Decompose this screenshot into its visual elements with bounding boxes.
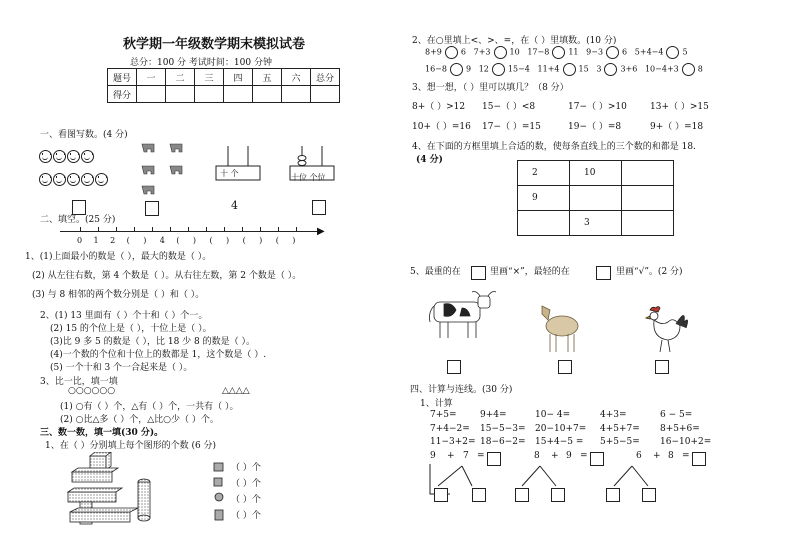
question-1-1: 1、(1)上面最小的数是（ ），最大的数是（ ）。 [25, 252, 212, 262]
split-term: 8 [534, 451, 540, 461]
fill-item[interactable]: 17−（ ）=15 [482, 122, 541, 132]
answer-box[interactable] [471, 266, 486, 280]
score-cell[interactable] [195, 86, 224, 103]
score-header: 三 [195, 69, 224, 86]
expr: 7+3 [473, 47, 491, 57]
answer-box[interactable] [655, 360, 669, 374]
compare-row-2 [425, 63, 703, 76]
expr: 11 [568, 47, 579, 57]
smiley-icon [81, 173, 94, 186]
calc-item[interactable]: 7+5= [430, 410, 457, 420]
expr: 6 [460, 47, 466, 57]
split-term: 7 [463, 451, 469, 461]
q5-text-pre: 5、最重的在 [410, 267, 461, 277]
number-line-tick [278, 227, 279, 232]
cuboid-icon [214, 463, 223, 471]
right-question-4-points: (4 分) [416, 155, 443, 165]
answer-box[interactable] [145, 201, 159, 216]
number-line [60, 231, 322, 232]
count-row[interactable]: （ ）个 [231, 511, 261, 521]
expr: 9 [465, 64, 472, 74]
expr: 16−8 [425, 64, 447, 74]
answer-box[interactable] [692, 452, 706, 466]
score-cell[interactable] [253, 86, 282, 103]
score-header: 六 [282, 69, 311, 86]
answer-box[interactable] [515, 488, 529, 502]
expr: 6 [622, 47, 628, 57]
calc-item[interactable]: 5+5−5= [600, 437, 640, 447]
count-row[interactable]: （ ）个 [231, 479, 261, 489]
section-4-heading: 四、计算与连线。(30 分) [410, 385, 513, 395]
question-1-2: (2) 从左往右数，第 4 个数是（ ）。从右往左数，第 2 个数是（ ）。 [32, 271, 302, 281]
number-line-tick [242, 227, 243, 232]
number-line-label[interactable]: ( [209, 236, 213, 245]
score-header: 四 [224, 69, 253, 86]
elephant-icon [142, 186, 154, 194]
calc-item[interactable]: 4+5+7= [600, 424, 640, 434]
compare-circle[interactable] [682, 63, 695, 76]
grid-cell[interactable]: 3 [570, 211, 622, 236]
calc-item[interactable]: 10− 4= [535, 410, 571, 420]
calc-label: 1、计算 [420, 399, 453, 409]
number-line-label: 0 [77, 236, 83, 245]
calc-item[interactable]: 4+3= [600, 410, 627, 420]
grid-cell[interactable] [622, 186, 674, 211]
expr: 10 [509, 47, 520, 57]
number-line-tick [188, 227, 189, 232]
question-2-5: (5) 一个十和 3 个一合起来是（ ）。 [50, 363, 193, 373]
fill-item[interactable]: 10+（ ）=16 [412, 122, 471, 132]
number-line-tick [134, 227, 135, 232]
question-2-3: (3)比 9 多 5 的数是（ ），比 18 少 8 的数是（ ）。 [50, 337, 255, 347]
calc-item[interactable]: 11−3+2= [430, 437, 476, 447]
expr: 10−4+3 [644, 64, 679, 74]
sheep-icon [536, 302, 582, 354]
split-op: = [580, 451, 588, 461]
abacus-label: 十位 个位 [291, 173, 326, 182]
expr: 17−8 [527, 47, 550, 57]
grid-cell[interactable] [570, 186, 622, 211]
answer-box[interactable] [434, 488, 448, 502]
fill-item[interactable]: 13+（ ）>15 [650, 102, 709, 112]
grid-cell[interactable] [622, 161, 674, 186]
fill-item[interactable]: 15−（ ）<8 [482, 102, 536, 112]
smiley-icon [67, 173, 80, 186]
score-row-label: 得分 [108, 86, 137, 103]
section-2-heading: 二、填空。(25 分) [40, 215, 116, 225]
number-line-label[interactable]: ( [242, 236, 246, 245]
expr: 3+6 [620, 64, 638, 74]
expr: 5+4−4 [634, 47, 664, 57]
arrow-right-icon: ▶ [317, 226, 325, 237]
score-table [107, 68, 340, 103]
number-line-tick [152, 227, 153, 232]
compare-circle[interactable] [445, 46, 458, 59]
smiley-icon [53, 150, 66, 163]
right-question-2: 2、在○里填上<、>、=，在（ ）里填数。(10 分) [412, 36, 617, 46]
exam-info: 总分：100 分 考试时间：100 分钟 [130, 58, 272, 68]
calc-item[interactable]: 15−5−3= [480, 424, 526, 434]
question-3-2: (2) ○比△多（ ）个，△比○少（ ）个。 [60, 415, 219, 425]
expr: 15 [578, 64, 589, 74]
split-term: 9 [566, 451, 572, 461]
calc-item[interactable]: 9+4= [480, 410, 507, 420]
expr: 8 [697, 64, 703, 74]
expr: 12 [478, 64, 489, 74]
split-op: + [551, 451, 559, 461]
score-cell[interactable] [137, 86, 166, 103]
q5-text-mid: 里画“×”，最轻的在 [490, 267, 570, 277]
right-question-4: 4、在下面的方框里填上合适的数，使每条直线上的三个数的和都是 18. [412, 142, 696, 152]
triangles-row: △△△△ [222, 386, 250, 396]
smiley-icon [67, 150, 80, 163]
answer-box[interactable] [551, 488, 565, 502]
section-3-question-1: 1、在（ ）分别填上每个图形的个数 (6 分) [45, 441, 217, 451]
score-header: 一 [137, 69, 166, 86]
split-term: 6 [636, 451, 642, 461]
number-line-label[interactable]: ) [226, 236, 230, 245]
number-line-tick [260, 227, 261, 232]
question-2-2: (2) 15 的个位上是（ ），十位上是（ ）。 [50, 324, 212, 334]
cylinder-icon [215, 510, 223, 520]
abacus-answer: 4 [231, 199, 238, 212]
answer-box[interactable] [472, 488, 486, 502]
elephant-icon [170, 166, 182, 174]
number-line-label[interactable]: ( [126, 236, 130, 245]
compare-row-1 [425, 46, 688, 59]
number-line-label[interactable]: ( [176, 236, 180, 245]
expr: 8+9 [425, 47, 442, 57]
calc-item[interactable]: 16−10+2= [660, 437, 712, 447]
expr: 3 [596, 64, 602, 74]
expr: 11+4 [537, 64, 560, 74]
compare-circle[interactable] [604, 63, 617, 76]
split-op: + [653, 451, 661, 461]
smiley-icon [39, 150, 52, 163]
smiley-icon [95, 173, 108, 186]
expr: 15−4 [507, 64, 530, 74]
smiley-icon [39, 173, 52, 186]
section-1-heading: 一、看图写数。(4 分) [40, 130, 128, 140]
calc-item[interactable]: 18−6−2= [480, 437, 526, 447]
answer-box[interactable] [596, 266, 611, 280]
right-question-3: 3、想一想，（ ）里可以填几？（8 分） [412, 83, 569, 93]
score-header: 二 [166, 69, 195, 86]
section-3-heading: 三、数一数，填一填(30 分)。 [40, 428, 164, 438]
number-line-label[interactable]: ) [192, 236, 197, 245]
grid-cell[interactable] [622, 211, 674, 236]
expr: 9−3 [586, 47, 604, 57]
score-header: 题号 [108, 69, 137, 86]
grid-cell[interactable]: 9 [518, 186, 570, 211]
number-line-label[interactable]: ) [259, 236, 263, 245]
q5-text-post: 里画“√”。(2 分) [616, 267, 683, 277]
elephant-icon [142, 166, 154, 174]
question-2-1: 2、(1) 13 里面有（ ）个十和（ ）个一。 [40, 311, 208, 321]
grid-cell[interactable]: 2 [518, 161, 570, 186]
answer-box[interactable] [590, 452, 604, 466]
calc-item[interactable]: 6 − 5= [660, 410, 693, 420]
count-row[interactable]: （ ）个 [231, 463, 261, 473]
page-title: 秋学期一年级数学期末模拟试卷 [123, 37, 306, 52]
split-term: 8 [668, 451, 674, 461]
compare-circle[interactable] [494, 46, 507, 59]
fill-item[interactable]: 19−（ ）=8 [568, 122, 622, 132]
number-line-tick [224, 227, 225, 232]
number-line-label: 4 [159, 236, 165, 245]
fill-item[interactable]: 8+（ ）>12 [412, 102, 466, 112]
grid-cell[interactable] [518, 211, 570, 236]
smiley-icon [81, 150, 94, 163]
compare-circle[interactable] [606, 46, 619, 59]
score-header: 五 [253, 69, 282, 86]
score-cell[interactable] [166, 86, 195, 103]
elephant-icon [142, 144, 154, 152]
answer-box[interactable] [487, 452, 501, 466]
number-line-label[interactable]: ( [275, 236, 279, 245]
answer-box[interactable] [606, 488, 620, 502]
fill-item[interactable]: 9+（ ）=18 [650, 122, 704, 132]
rooster-icon [642, 304, 688, 356]
expr: 5 [682, 47, 688, 57]
compare-circle[interactable] [563, 63, 576, 76]
score-header: 总分 [311, 69, 340, 86]
calc-item[interactable]: 15+4−5 = [535, 437, 584, 447]
calc-item[interactable]: 20−10+7= [535, 424, 587, 434]
number-line-tick [116, 227, 117, 232]
shape-icons [212, 459, 228, 523]
answer-box[interactable] [642, 488, 656, 502]
compare-circle[interactable] [450, 63, 463, 76]
count-row[interactable]: （ ）个 [231, 495, 261, 505]
number-line-tick [98, 227, 99, 232]
score-cell[interactable] [282, 86, 311, 103]
smiley-icon [53, 173, 66, 186]
compare-circle[interactable] [666, 46, 679, 59]
elephant-icon [170, 144, 182, 152]
split-op: = [682, 451, 690, 461]
number-line-tick [206, 227, 207, 232]
number-line-tick [170, 227, 171, 232]
compare-circle[interactable] [492, 63, 505, 76]
abacus-label: 十 个 [220, 169, 239, 178]
score-cell[interactable] [224, 86, 253, 103]
fill-item[interactable]: 17−（ ）>10 [568, 102, 627, 112]
elephant-group [140, 138, 190, 200]
question-2-4: (4)一个数的个位和十位上的数都是 1，这个数是（ ）. [50, 350, 267, 360]
cube-icon [214, 478, 222, 486]
split-op: = [477, 451, 485, 461]
calc-item[interactable]: 7+4−2= [430, 424, 470, 434]
score-cell[interactable] [311, 86, 340, 103]
number-line-label: 1 [93, 236, 99, 245]
number-line-label[interactable]: ) [292, 236, 296, 245]
split-term: 9 [430, 451, 436, 461]
answer-box[interactable] [447, 360, 461, 374]
question-3: 3、比一比，填一填 [40, 377, 118, 387]
magic-grid [517, 160, 674, 236]
number-line-tick [80, 227, 81, 232]
split-op: + [447, 451, 455, 461]
number-line-tick [296, 227, 297, 232]
compare-circle[interactable] [552, 46, 565, 59]
grid-cell[interactable]: 10 [570, 161, 622, 186]
question-1-3: (3) 与 8 相邻的两个数分别是（ ）和（ ）。 [32, 290, 205, 300]
circles-row: ○○○○○○ [68, 386, 116, 396]
question-3-1: (1) ○有（ ）个，△有（ ）个，一共有（ ）。 [60, 402, 239, 412]
answer-box[interactable] [558, 360, 572, 374]
sphere-icon [215, 493, 223, 501]
number-line-label[interactable]: ) [143, 236, 147, 245]
number-line-label: 2 [110, 236, 116, 245]
answer-box[interactable] [312, 200, 326, 215]
calc-item[interactable]: 8+5+6= [660, 424, 700, 434]
cow-icon [426, 288, 498, 344]
blocks-figure [66, 452, 158, 530]
